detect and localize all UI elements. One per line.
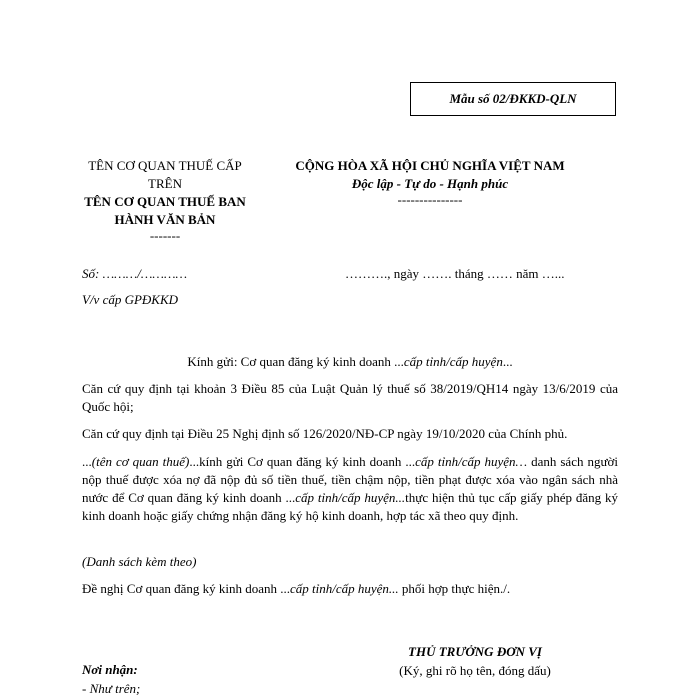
request-level: cấp tỉnh/cấp huyện...	[290, 581, 399, 596]
recipient-prefix: Kính gửi: Cơ quan đăng ký kinh doanh ...	[187, 354, 404, 369]
nation-motto: Độc lập - Tự do - Hạnh phúc	[351, 176, 509, 191]
main-text-c: thực hiện thủ tục cấp giấy phép đăng ký kinh doanh hoặc giấy chứng nhận đăng ký hộ kinh doanh, hợp tác xã theo quy định.	[82, 490, 618, 523]
agency-issuing-name: TÊN CƠ QUAN THUẾ BAN HÀNH VĂN BẢN	[84, 194, 246, 227]
legal-basis-law: Căn cứ quy định tại khoản 3 Điều 85 của Luật Quản lý thuế số 38/2019/QH14 ngày 13/6/2019 của Quốc hội;	[82, 381, 618, 414]
form-number-box	[410, 82, 616, 116]
recipient-line	[82, 354, 618, 370]
main-text-a: ...kính gửi Cơ quan đăng ký kinh doanh ...	[189, 454, 416, 469]
nation-rule: ---------------	[397, 192, 463, 207]
document-number: Số: ………/…………	[82, 266, 188, 281]
date-line: ………., ngày ……. tháng …… năm …...	[345, 266, 565, 281]
attachment-note: (Danh sách kèm theo)	[82, 554, 197, 569]
request-text-a: Đề nghị Cơ quan đăng ký kinh doanh ...	[82, 581, 290, 596]
receivers-label: Nơi nhận:	[82, 662, 138, 677]
signature-note: (Ký, ghi rõ họ tên, đóng dấu)	[399, 663, 551, 678]
recipient-suffix: ...	[502, 354, 513, 369]
form-number: Mẫu số 02/ĐKKD-QLN	[449, 91, 577, 106]
main-level-1: cấp tỉnh/cấp huyện…	[415, 454, 528, 469]
receivers-item: - Như trên;	[82, 681, 141, 696]
agency-rule: -------	[149, 228, 181, 243]
request-paragraph	[82, 580, 618, 598]
recipient-level: cấp tỉnh/cấp huyện	[403, 354, 503, 369]
main-agency-placeholder: (tên cơ quan thuế)	[91, 454, 190, 469]
agency-header	[70, 157, 260, 243]
signature-block	[340, 642, 610, 680]
main-paragraph	[82, 453, 618, 525]
main-text-b: danh sách người nộp thuế được xóa nợ đã nộp đủ số tiền thuế, tiền chậm nộp, tiền phạt được xóa vào ngân sách nhà nước để Cơ quan đăng ký kinh doanh ...	[82, 454, 618, 505]
signature-title: THỦ TRƯỞNG ĐƠN VỊ	[408, 644, 542, 659]
agency-upper-name: TÊN CƠ QUAN THUẾ CẤP TRÊN	[88, 158, 242, 191]
nation-name: CỘNG HÒA XÃ HỘI CHỦ NGHĨA VIỆT NAM	[295, 158, 565, 173]
document-subject: V/v cấp GPĐKKD	[82, 292, 179, 307]
request-text-b: phối hợp thực hiện./.	[398, 581, 511, 596]
nation-header	[280, 157, 580, 207]
legal-basis-decree: Căn cứ quy định tại Điều 25 Nghị định số 126/2020/NĐ-CP ngày 19/10/2020 của Chính phủ.	[82, 426, 568, 441]
main-level-2: cấp tỉnh/cấp huyện...	[295, 490, 406, 505]
receivers-block	[82, 660, 140, 698]
main-ellipsis: ...	[82, 454, 92, 469]
